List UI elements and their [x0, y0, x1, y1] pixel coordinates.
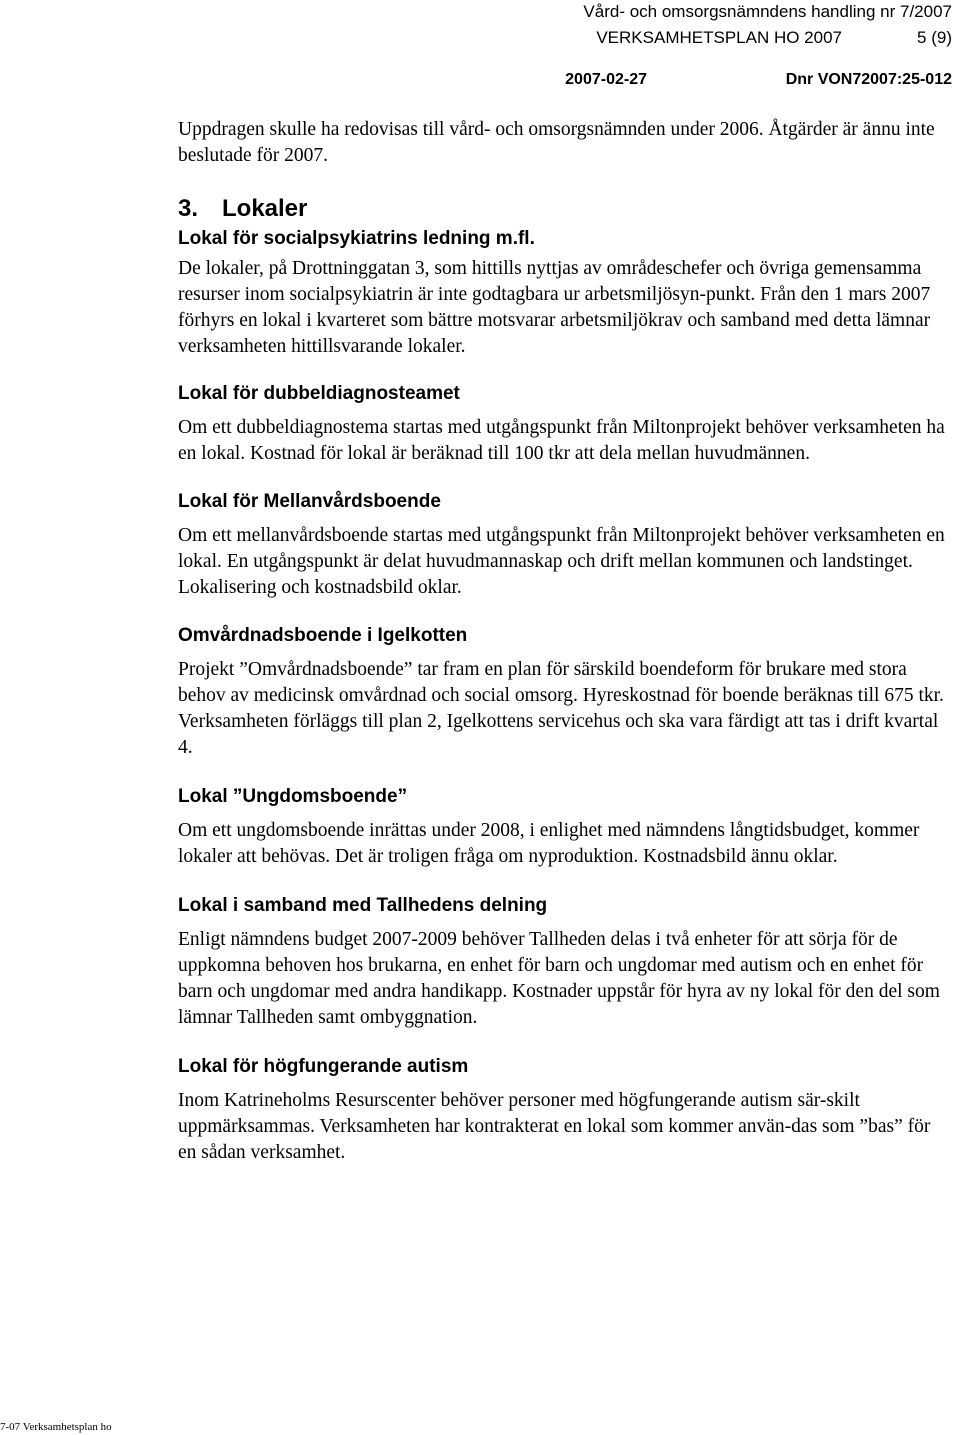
- document-date: 2007-02-27: [565, 71, 647, 88]
- subsection-heading: Lokal för socialpsykiatrins ledning m.fl.: [178, 228, 535, 249]
- page-header: [0, 0, 960, 100]
- intro-paragraph: Uppdragen skulle ha redovisas till vård- och omsorgsnämnden under 2006. Åtgärder är ännu inte beslutade för 2007.: [178, 119, 935, 166]
- subsection-heading: Lokal för Mellanvårdsboende: [178, 491, 441, 512]
- section-title: Lokaler: [222, 195, 308, 222]
- subsection-text: Enligt nämndens budget 2007-2009 behöver Tallheden delas i två enheter för att sörja för de uppkomna behoven hos brukarna, en enhet för barn och ungdomar med autism och en enhet för barn och ungdomar med andra handikapp. Kostnader uppstår för hyra av ny lokal för den del som lämnar Tallheden samt ombyggnation.: [178, 929, 940, 1028]
- subsection-text: Projekt ”Omvårdnadsboende” tar fram en plan för särskild boendeform för brukare med stora behov av medicinsk omvårdnad och social omsorg. Hyreskostnad för boende beräknas till 675 tkr. Verksamheten förläggs till plan 2, Igelkottens servicehus och ska vara färdigt att tas i drift kvartal 4.: [178, 659, 944, 758]
- subsection-heading: Lokal för högfungerande autism: [178, 1056, 469, 1077]
- document-body: [178, 117, 948, 1166]
- subsection-heading: Omvårdnadsboende i Igelkotten: [178, 625, 468, 646]
- subsection-text: Om ett dubbeldiagnostema startas med utgångspunkt från Miltonprojekt behöver verksamheten ha en lokal. Kostnad för lokal är beräknad till 100 tkr att dela mellan huvudmännen.: [178, 417, 945, 464]
- section-heading: [178, 194, 948, 224]
- section-number: 3.: [178, 195, 199, 222]
- subsection-text: Om ett mellanvårdsboende startas med utgångspunkt från Miltonprojekt behöver verksamheten en lokal. En utgångspunkt är delat huvudmannaskap och drift mellan kommunen och landstinget. Lokalisering och kostnadsbild oklar.: [178, 525, 945, 598]
- page-footer: 7-07 Verksamhetsplan ho: [0, 1421, 112, 1433]
- subsection-heading: Lokal för dubbeldiagnosteamet: [178, 383, 460, 404]
- document-title: VERKSAMHETSPLAN HO 2007: [596, 28, 842, 47]
- subsection-heading: Lokal ”Ungdomsboende”: [178, 786, 408, 807]
- subsection-heading: Lokal i samband med Tallhedens delning: [178, 895, 548, 916]
- subsection-text: Inom Katrineholms Resurscenter behöver personer med högfungerande autism sär-skilt uppmärksammas. Verksamheten har kontrakterat en lokal som kommer använ-das som ”bas” för en sådan verksamhet.: [178, 1090, 931, 1163]
- subsection-text: De lokaler, på Drottninggatan 3, som hittills nyttjas av områdeschefer och övriga gemensamma resurser inom socialpsykiatrin är inte godtagbara ur arbetsmiljösyn-punkt. Från den 1 mars 2007 förhyrs en lokal i kvarteret som bättre motsvarar arbetsmiljökrav och samband med detta lämnar verksamheten hittillsvarande lokaler.: [178, 258, 931, 357]
- diary-number: Dnr VON72007:25-012: [785, 71, 952, 88]
- handling-reference: Vård- och omsorgsnämndens handling nr 7/2007: [583, 2, 952, 21]
- page-number: 5 (9): [917, 28, 952, 47]
- subsection-text: Om ett ungdomsboende inrättas under 2008, i enlighet med nämndens långtidsbudget, kommer lokaler att behövas. Det är troligen fråga om nyproduktion. Kostnadsbild ännu oklar.: [178, 820, 920, 867]
